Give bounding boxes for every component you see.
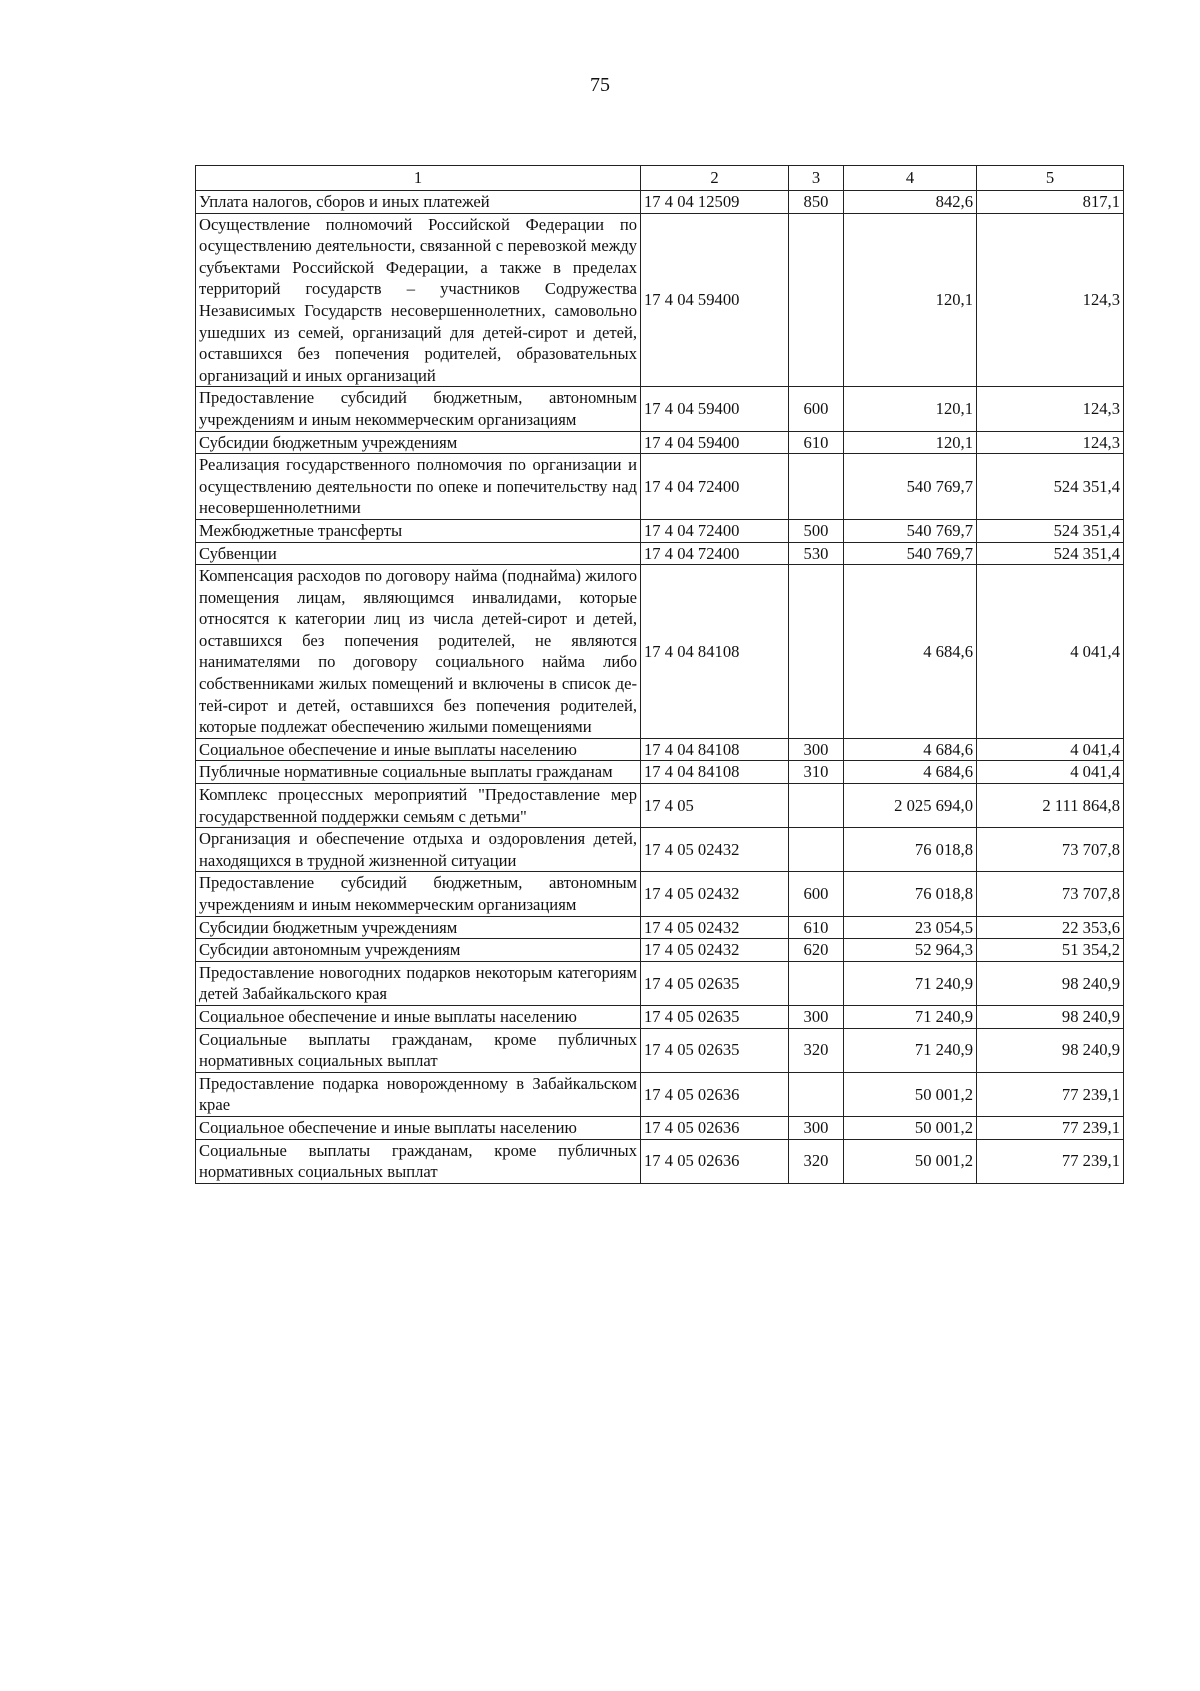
amount-year1-cell: 76 018,8: [844, 828, 977, 872]
table-row: [196, 213, 1124, 387]
target-code-cell: 17 4 05 02432: [641, 872, 789, 916]
expense-type-cell: [789, 213, 844, 387]
expense-name-cell: Социальное обеспечение и иные выплаты населению: [196, 738, 641, 761]
amount-year1-cell: 23 054,5: [844, 916, 977, 939]
expense-name-cell: Публичные нормативные социальные выплаты гражданам: [196, 761, 641, 784]
amount-year1-cell: 120,1: [844, 431, 977, 454]
amount-year1-cell: 71 240,9: [844, 1005, 977, 1028]
table-row: [196, 828, 1124, 872]
expense-type-cell: 300: [789, 1116, 844, 1139]
amount-year2-cell: 4 041,4: [977, 565, 1124, 739]
expense-name-cell: Комплекс процессных мероприятий "Предоставление мер государственной поддержки семьям с детьми": [196, 784, 641, 828]
target-code-cell: 17 4 05 02432: [641, 916, 789, 939]
expense-name-cell: Субвенции: [196, 542, 641, 565]
header-cell-5: 5: [977, 166, 1124, 191]
target-code-cell: 17 4 05 02636: [641, 1072, 789, 1116]
header-row: [196, 166, 1124, 191]
amount-year2-cell: 77 239,1: [977, 1072, 1124, 1116]
table-row: [196, 519, 1124, 542]
table-row: [196, 872, 1124, 916]
expense-name-cell: Социальное обеспечение и иные выплаты населению: [196, 1116, 641, 1139]
expense-name-cell: Организация и обеспечение отдыха и оздоровления детей, находящихся в трудной жизненной ситуации: [196, 828, 641, 872]
amount-year1-cell: 50 001,2: [844, 1116, 977, 1139]
amount-year1-cell: 540 769,7: [844, 542, 977, 565]
target-code-cell: 17 4 04 84108: [641, 738, 789, 761]
expense-name-cell: Социальные выплаты гражданам, кроме публичных нормативных социальных выплат: [196, 1028, 641, 1072]
target-code-cell: 17 4 04 72400: [641, 542, 789, 565]
table-row: [196, 784, 1124, 828]
target-code-cell: 17 4 04 84108: [641, 761, 789, 784]
amount-year1-cell: 120,1: [844, 387, 977, 431]
target-code-cell: 17 4 05 02432: [641, 939, 789, 962]
expense-name-cell: Компенсация расходов по договору найма (поднайма) жилого помещения лицам, являющимся инвалидами, которые относятся к категории лиц из числа детей-сирот и детей, оставшихся без попечения родителей, не являются нанимателями по договору социального найма либо собственниками жилых помещений и включены в список детей-сирот и детей, оставшихся без попечения родителей, которые подлежат обеспечению жилыми помещениями: [196, 565, 641, 739]
expense-type-cell: [789, 961, 844, 1005]
amount-year2-cell: 2 111 864,8: [977, 784, 1124, 828]
header-cell-4: 4: [844, 166, 977, 191]
expense-type-cell: 310: [789, 761, 844, 784]
target-code-cell: 17 4 04 59400: [641, 387, 789, 431]
header-cell-3: 3: [789, 166, 844, 191]
amount-year1-cell: 71 240,9: [844, 1028, 977, 1072]
expense-type-cell: 600: [789, 387, 844, 431]
expense-type-cell: 620: [789, 939, 844, 962]
expense-type-cell: 610: [789, 431, 844, 454]
table-row: [196, 1005, 1124, 1028]
amount-year1-cell: 76 018,8: [844, 872, 977, 916]
table-row: [196, 961, 1124, 1005]
amount-year1-cell: 2 025 694,0: [844, 784, 977, 828]
amount-year2-cell: 124,3: [977, 387, 1124, 431]
table-row: [196, 565, 1124, 739]
expense-type-cell: 320: [789, 1139, 844, 1183]
table-row: [196, 542, 1124, 565]
amount-year1-cell: 4 684,6: [844, 761, 977, 784]
table-row: [196, 1028, 1124, 1072]
amount-year1-cell: 540 769,7: [844, 519, 977, 542]
amount-year2-cell: 524 351,4: [977, 542, 1124, 565]
amount-year2-cell: 51 354,2: [977, 939, 1124, 962]
amount-year1-cell: 71 240,9: [844, 961, 977, 1005]
target-code-cell: 17 4 05: [641, 784, 789, 828]
expense-type-cell: [789, 784, 844, 828]
target-code-cell: 17 4 04 72400: [641, 519, 789, 542]
amount-year1-cell: 50 001,2: [844, 1139, 977, 1183]
target-code-cell: 17 4 04 84108: [641, 565, 789, 739]
expense-type-cell: 850: [789, 191, 844, 214]
target-code-cell: 17 4 04 72400: [641, 454, 789, 520]
target-code-cell: 17 4 05 02636: [641, 1139, 789, 1183]
table-row: [196, 1139, 1124, 1183]
amount-year2-cell: 73 707,8: [977, 872, 1124, 916]
amount-year2-cell: 22 353,6: [977, 916, 1124, 939]
table-row: [196, 431, 1124, 454]
expense-name-cell: Субсидии автономным учреждениям: [196, 939, 641, 962]
amount-year2-cell: 124,3: [977, 431, 1124, 454]
expense-name-cell: Социальное обеспечение и иные выплаты населению: [196, 1005, 641, 1028]
target-code-cell: 17 4 05 02635: [641, 1005, 789, 1028]
target-code-cell: 17 4 04 12509: [641, 191, 789, 214]
amount-year2-cell: 124,3: [977, 213, 1124, 387]
expense-type-cell: 300: [789, 1005, 844, 1028]
expense-type-cell: 320: [789, 1028, 844, 1072]
budget-table: [195, 165, 1124, 1184]
target-code-cell: 17 4 05 02432: [641, 828, 789, 872]
page-number: 75: [590, 74, 610, 96]
expense-name-cell: Предоставление новогодних подарков некоторым категориям детей Забайкальского края: [196, 961, 641, 1005]
amount-year2-cell: 4 041,4: [977, 761, 1124, 784]
amount-year1-cell: 540 769,7: [844, 454, 977, 520]
expense-name-cell: Субсидии бюджетным учреждениям: [196, 916, 641, 939]
expense-type-cell: 500: [789, 519, 844, 542]
expense-type-cell: 530: [789, 542, 844, 565]
amount-year2-cell: 73 707,8: [977, 828, 1124, 872]
expense-type-cell: 600: [789, 872, 844, 916]
table-row: [196, 1116, 1124, 1139]
header-cell-1: 1: [196, 166, 641, 191]
expense-name-cell: Предоставление субсидий бюджетным, автономным учреждениям и иным некоммерческим организациям: [196, 387, 641, 431]
amount-year2-cell: 98 240,9: [977, 1028, 1124, 1072]
table-row: [196, 761, 1124, 784]
amount-year2-cell: 77 239,1: [977, 1139, 1124, 1183]
header-cell-2: 2: [641, 166, 789, 191]
amount-year2-cell: 98 240,9: [977, 1005, 1124, 1028]
table-row: [196, 454, 1124, 520]
amount-year1-cell: 842,6: [844, 191, 977, 214]
expense-name-cell: Социальные выплаты гражданам, кроме публичных нормативных социальных выплат: [196, 1139, 641, 1183]
expense-type-cell: 610: [789, 916, 844, 939]
expense-type-cell: [789, 454, 844, 520]
table-row: [196, 387, 1124, 431]
expense-name-cell: Реализация государственного полномочия по организации и осуществлению деятельности по опеке и попечительству над несовершеннолетними: [196, 454, 641, 520]
table-row: [196, 916, 1124, 939]
amount-year1-cell: 50 001,2: [844, 1072, 977, 1116]
expense-name-cell: Предоставление подарка новорожденному в Забайкальском крае: [196, 1072, 641, 1116]
table-row: [196, 1072, 1124, 1116]
target-code-cell: 17 4 05 02635: [641, 1028, 789, 1072]
target-code-cell: 17 4 04 59400: [641, 431, 789, 454]
expense-name-cell: Межбюджетные трансферты: [196, 519, 641, 542]
target-code-cell: 17 4 05 02635: [641, 961, 789, 1005]
expense-name-cell: Осуществление полномочий Российской Федерации по осуществлению деятельности, связанной с перевозкой между субъектами Российской Федерации, а также в пределах территорий государств – участников Содружества Независимых Государств несовершеннолетних, самовольно ушедших из семей, организаций для детей-сирот и детей, оставшихся без попечения родителей, образовательных организаций и иных организаций: [196, 213, 641, 387]
amount-year2-cell: 817,1: [977, 191, 1124, 214]
amount-year2-cell: 98 240,9: [977, 961, 1124, 1005]
amount-year2-cell: 77 239,1: [977, 1116, 1124, 1139]
expense-type-cell: [789, 565, 844, 739]
table-row: [196, 191, 1124, 214]
target-code-cell: 17 4 04 59400: [641, 213, 789, 387]
expense-name-cell: Уплата налогов, сборов и иных платежей: [196, 191, 641, 214]
table-row: [196, 738, 1124, 761]
expense-type-cell: [789, 828, 844, 872]
table-row: [196, 939, 1124, 962]
amount-year2-cell: 4 041,4: [977, 738, 1124, 761]
expense-name-cell: Субсидии бюджетным учреждениям: [196, 431, 641, 454]
amount-year1-cell: 4 684,6: [844, 565, 977, 739]
expense-type-cell: 300: [789, 738, 844, 761]
amount-year1-cell: 52 964,3: [844, 939, 977, 962]
amount-year1-cell: 4 684,6: [844, 738, 977, 761]
target-code-cell: 17 4 05 02636: [641, 1116, 789, 1139]
amount-year2-cell: 524 351,4: [977, 454, 1124, 520]
amount-year1-cell: 120,1: [844, 213, 977, 387]
expense-type-cell: [789, 1072, 844, 1116]
amount-year2-cell: 524 351,4: [977, 519, 1124, 542]
expense-name-cell: Предоставление субсидий бюджетным, автономным учреждениям и иным некоммерческим организациям: [196, 872, 641, 916]
